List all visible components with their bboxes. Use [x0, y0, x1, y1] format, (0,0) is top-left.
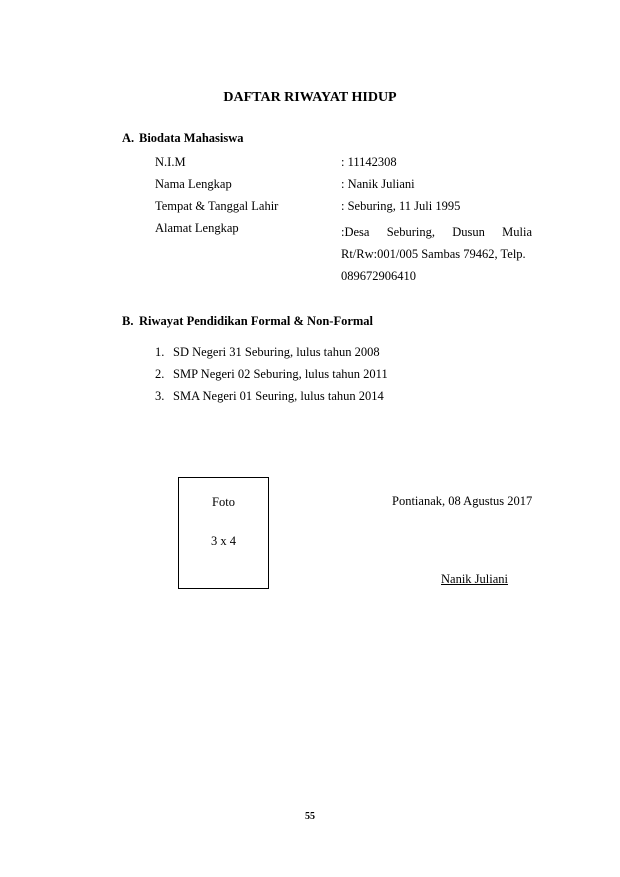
section-a-heading: [122, 131, 244, 146]
place-date: Pontianak, 08 Agustus 2017: [392, 494, 533, 508]
address-word: :Desa: [341, 225, 370, 239]
section-b-title: Riwayat Pendidikan Formal & Non-Formal: [139, 314, 374, 328]
bio-value-address: [341, 221, 532, 287]
signature-name: Nanik Juliani: [441, 572, 509, 586]
list-item-text: SMA Negeri 01 Seuring, lulus tahun 2014: [173, 389, 384, 403]
address-word: Mulia: [502, 225, 532, 239]
list-item-number: 3.: [155, 389, 165, 403]
photo-label: Foto: [212, 495, 235, 509]
bio-label-nim: N.I.M: [155, 155, 186, 169]
page-number: 55: [305, 811, 315, 822]
bio-label-birth: Tempat & Tanggal Lahir: [155, 199, 279, 213]
section-a-letter: A.: [122, 131, 135, 145]
list-item: [155, 341, 388, 363]
bio-value-name: : Nanik Juliani: [341, 177, 415, 191]
education-list: [155, 341, 388, 407]
photo-placeholder: [178, 477, 269, 589]
list-item-text: SD Negeri 31 Seburing, lulus tahun 2008: [173, 345, 380, 359]
document-title: DAFTAR RIWAYAT HIDUP: [223, 90, 397, 105]
photo-size: 3 x 4: [211, 534, 236, 548]
list-item-text: SMP Negeri 02 Seburing, lulus tahun 2011: [173, 367, 388, 381]
bio-value-birth: : Seburing, 11 Juli 1995: [341, 199, 461, 213]
bio-value-nim: : 11142308: [341, 155, 397, 169]
list-item-number: 1.: [155, 345, 165, 359]
bio-label-name: Nama Lengkap: [155, 177, 232, 191]
bio-label-address: Alamat Lengkap: [155, 221, 239, 235]
address-word: Dusun: [452, 225, 485, 239]
section-b-heading: [122, 314, 373, 329]
address-word: Seburing,: [386, 225, 435, 239]
list-item: [155, 363, 388, 385]
list-item-number: 2.: [155, 367, 165, 381]
section-a-title: Biodata Mahasiswa: [139, 131, 244, 145]
address-line-3: 089672906410: [341, 269, 416, 283]
address-line-1: [341, 221, 532, 243]
section-b-letter: B.: [122, 314, 134, 328]
list-item: [155, 385, 388, 407]
address-line-2: Rt/Rw:001/005 Sambas 79462, Telp.: [341, 247, 526, 261]
